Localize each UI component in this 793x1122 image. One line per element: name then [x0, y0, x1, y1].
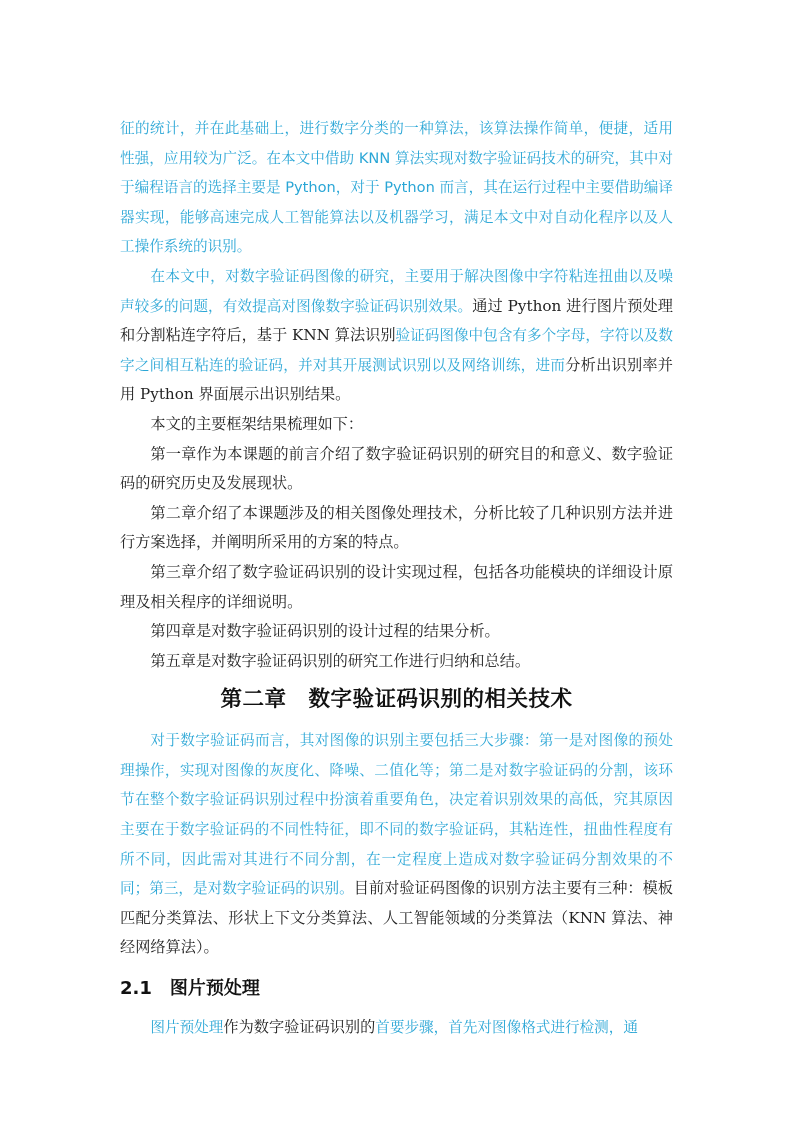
highlighted-text: 对于数字验证码而言，其对图像的识别主要包括三大步骤：第一是对图像的预处理操作，实现对图像的灰度化、降噪、二值化等；第二是对数字验证码的分割，该环节在整个数字验证码识别过程中扮演着重要角色，决定着识别效果的高低，究其原因主要在于数字验证码的不同性特征，即不同的数字验证码，其粘连性，扭曲性程度有所不同，因此需对其进行不同分割，在一定程度上造成对数字验证码分割效果的不同；第三，是对数字验证码的识别。	[120, 732, 673, 898]
section-heading	[120, 969, 673, 1009]
body-text: 分析出识别率并用 Python 界面展示出识别结果。	[120, 355, 673, 404]
chapter-heading	[120, 680, 673, 720]
highlighted-text: 验证码图像中包含有多个字母，字符以及数字之间相互粘连的验证码，并对其开展测试识别以及网络训练，进而	[120, 327, 673, 374]
body-text: 作为数字验证码识别的	[223, 1018, 376, 1037]
body-text: 目前对验证码图像的识别方法主要有三种：模板匹配分类算法、形状上下文分类算法、人工智能领域的分类算法（KNN 算法、神经网络算法）。	[120, 879, 673, 957]
paragraph-chapter-3: 第三章介绍了数字验证码识别的设计实现过程，包括各功能模块的详细设计原理及相关程序的详细说明。	[120, 562, 673, 611]
paragraph-chapter-1: 第一章作为本课题的前言介绍了数字验证码识别的研究目的和意义、数字验证码的研究历史及发展现状。	[120, 444, 673, 493]
section-title-text: 图片预处理	[169, 978, 260, 1000]
highlighted-text: 在本文中，对数字验证码图像的研究，主要用于解决图像中字符粘连扭曲以及噪声较多的问题，有效提高对图像数字验证码识别效果。	[120, 267, 673, 315]
paragraph-chapter-5: 第五章是对数字验证码识别的研究工作进行归纳和总结。	[150, 651, 531, 670]
paragraph-knn-intro	[120, 114, 673, 262]
paragraph-framework-intro: 本文的主要框架结果梳理如下：	[150, 414, 364, 433]
paragraph-preprocessing	[120, 1013, 673, 1043]
chapter-number: 第二章	[220, 687, 287, 713]
paragraph-research-purpose	[120, 262, 673, 410]
paragraph-chapter-2: 第二章介绍了本课题涉及的相关图像处理技术，分析比较了几种识别方法并进行方案选择，并阐明所采用的方案的特点。	[120, 503, 673, 552]
highlighted-text: 图片预处理	[150, 1019, 224, 1037]
body-text: 通过 Python 进行图片预处理和分割粘连字符后，基于 KNN 算法识别	[120, 296, 673, 345]
page-body	[120, 114, 673, 1043]
chapter-title-text: 数字验证码识别的相关技术	[308, 687, 573, 713]
paragraph-recognition-steps	[120, 726, 673, 963]
highlighted-text: 征的统计，并在此基础上，进行数字分类的一种算法，该算法操作简单，便捷，适用性强，应用较为广泛。在本文中借助 KNN 算法实现对数字验证码技术的研究，其中对于编程语言的选择主要是 Python，对于 Python 而言，其在运行过程中主要借助编译器实现，能够高速完成人工智能算法以及机器学习，满足本文中对自动化程序以及人工操作系统的识别。	[120, 120, 673, 256]
paragraph-chapter-4: 第四章是对数字验证码识别的设计过程的结果分析。	[150, 622, 500, 641]
section-number: 2.1	[120, 978, 152, 1000]
highlighted-text: 首要步骤，首先对图像格式进行检测，通	[375, 1019, 638, 1037]
